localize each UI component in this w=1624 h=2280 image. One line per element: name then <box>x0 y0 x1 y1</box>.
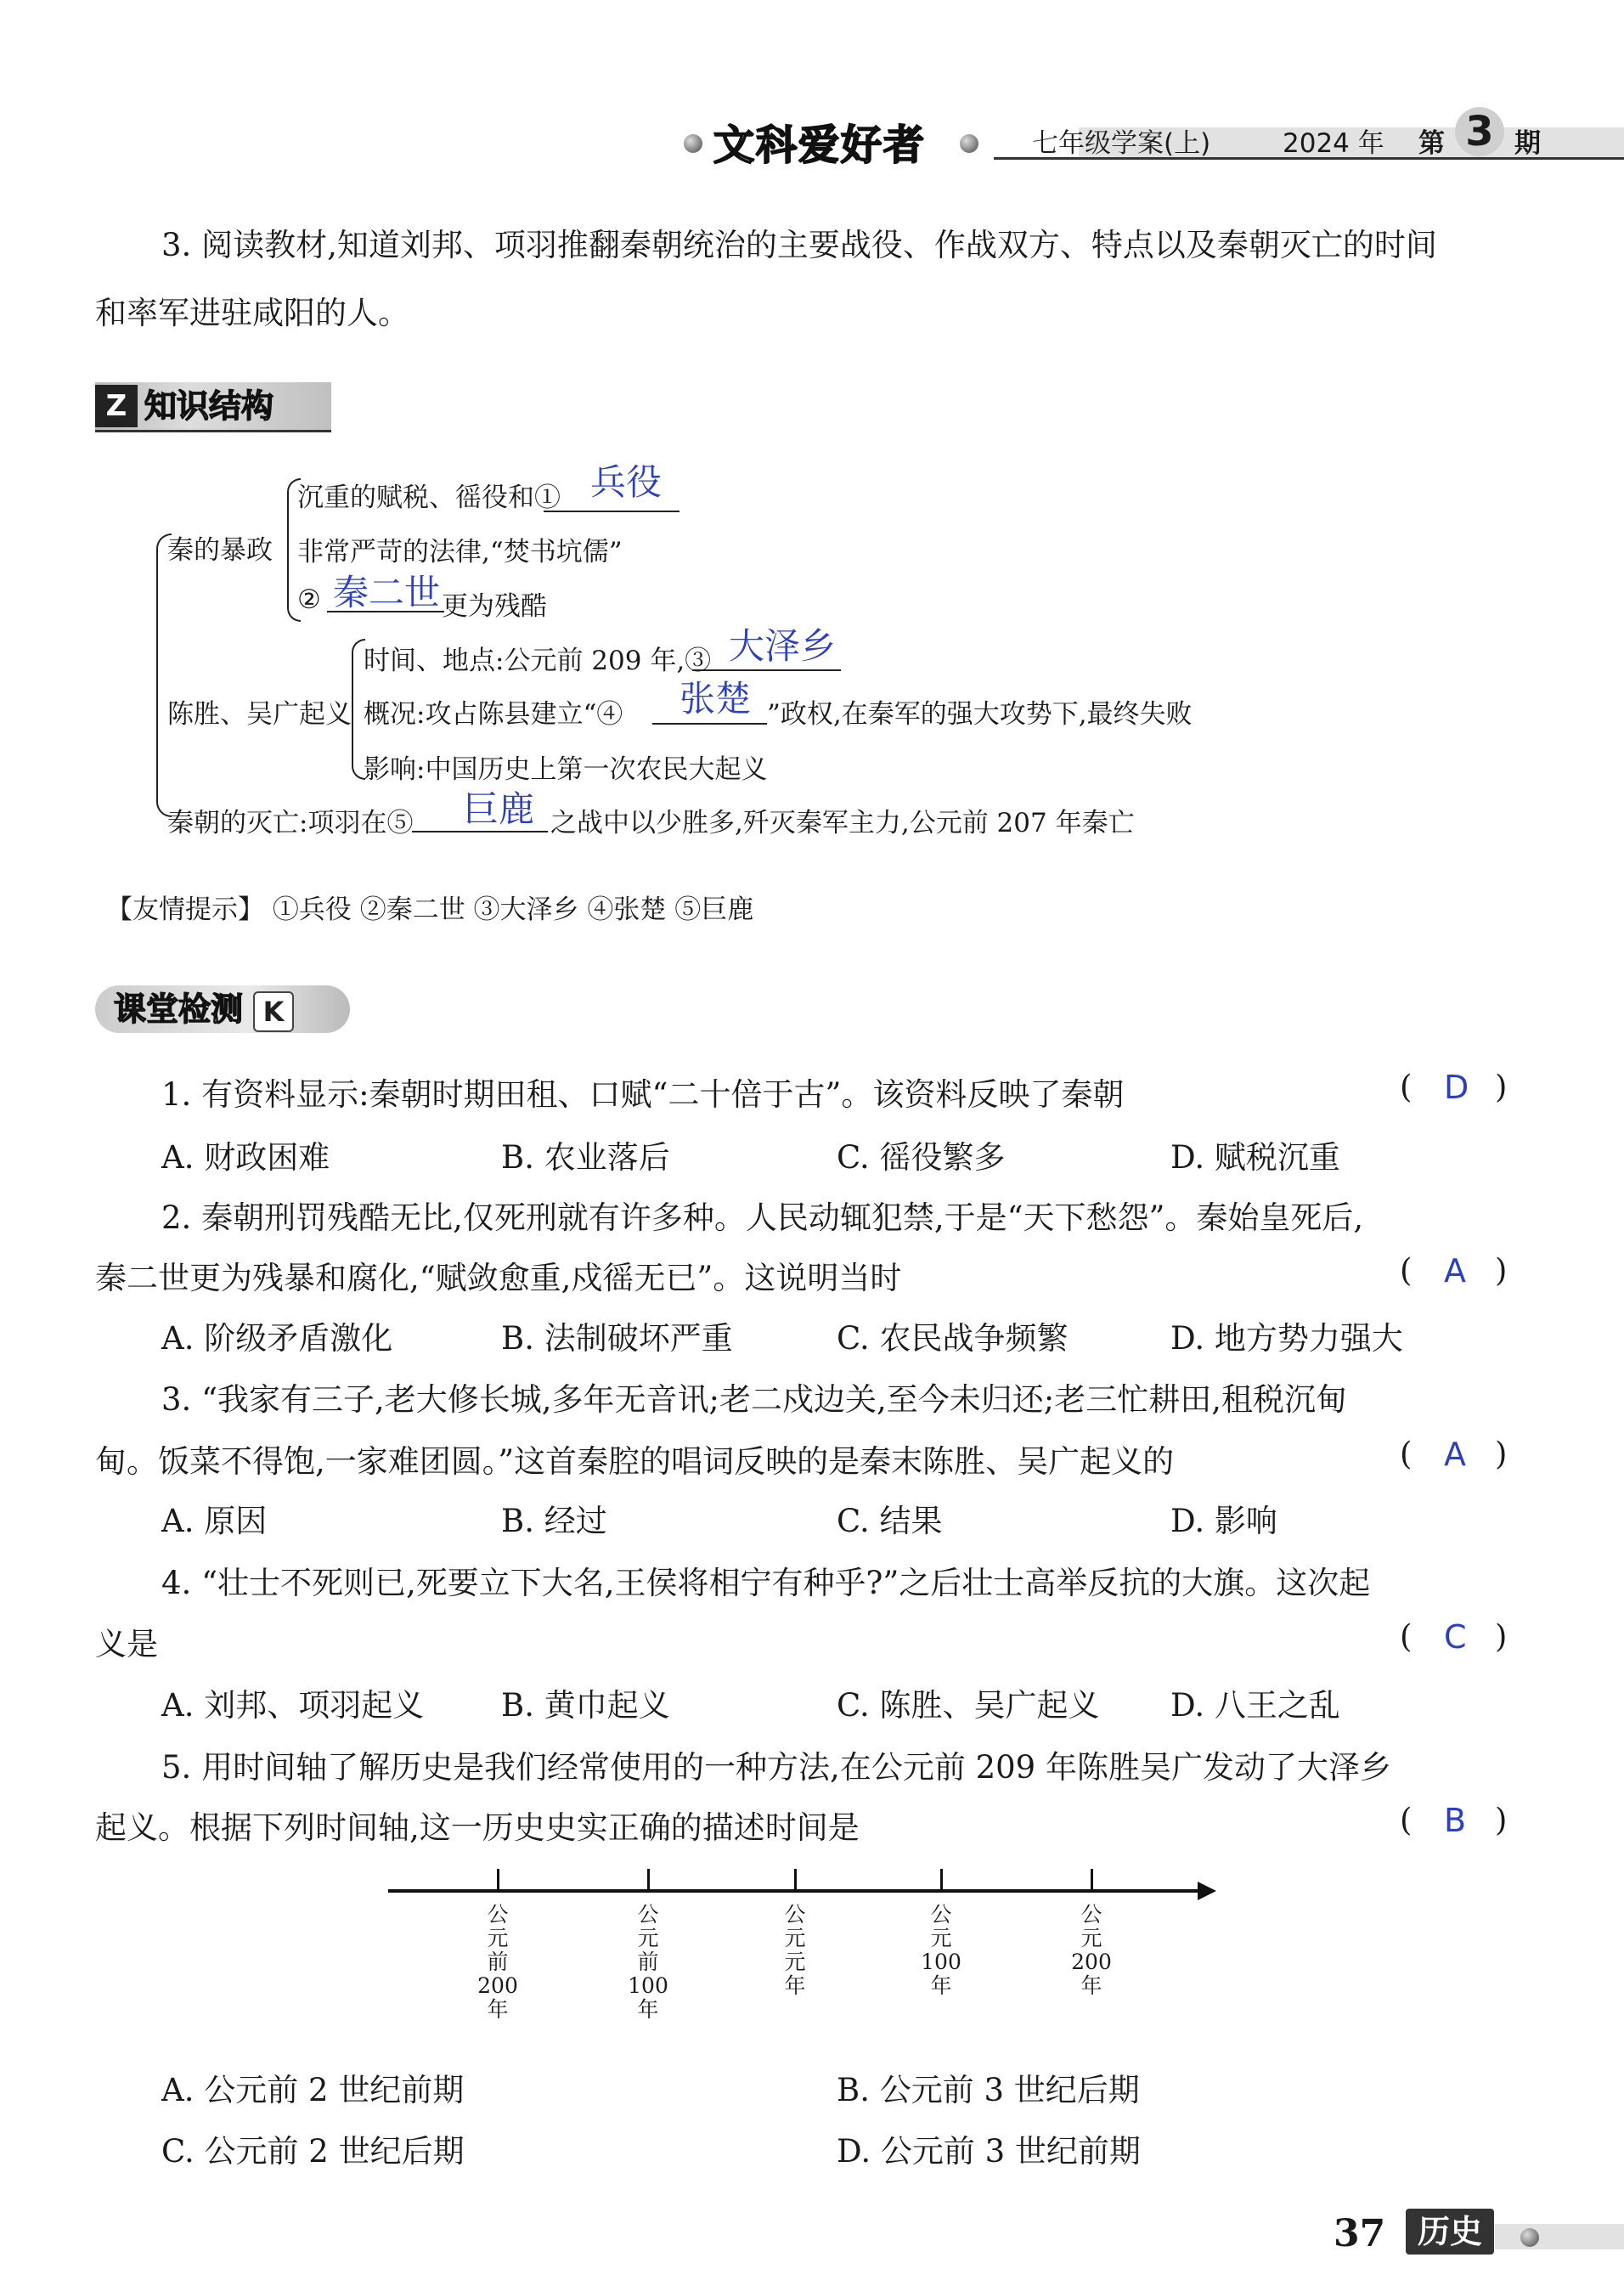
uprising-time-place: 时间、地点:公元前 209 年,③ <box>364 646 712 676</box>
outer-brace <box>156 533 172 817</box>
intro-line-1: 3. 阅读教材,知道刘邦、项羽推翻秦朝统治的主要战役、作战双方、特点以及秦朝灭亡的时间 <box>161 227 1437 263</box>
q4-option-a[interactable]: A. 刘邦、项羽起义 <box>161 1687 425 1724</box>
paren-open: ( <box>1400 1252 1413 1289</box>
q4-option-d[interactable]: D. 八王之乱 <box>1170 1687 1340 1724</box>
q5-option-c[interactable]: C. 公元前 2 世纪后期 <box>161 2133 465 2170</box>
answer-1: 兵役 <box>590 461 663 503</box>
question-2-stem-1: 2. 秦朝刑罚残酷无比,仅死刑就有许多种。人民动辄犯禁,于是“天下愁怨”。秦始皇死后, <box>161 1199 1364 1236</box>
q3-option-d[interactable]: D. 影响 <box>1170 1503 1277 1539</box>
timeline-tick <box>794 1869 797 1891</box>
answer-2: 秦二世 <box>333 572 441 613</box>
q5-option-b[interactable]: B. 公元前 3 世纪后期 <box>837 2072 1140 2108</box>
chen-wu-label: 陈胜、吴广起义 <box>167 699 352 730</box>
qin-tyranny-label: 秦的暴政 <box>167 535 273 566</box>
uprising-summary-prefix: 概况:攻占陈县建立“④ <box>364 699 623 730</box>
section-title: 知识结构 <box>144 387 274 425</box>
q3-option-c[interactable]: C. 结果 <box>837 1503 943 1539</box>
question-4-answer: C <box>1444 1618 1467 1656</box>
paren-close: ) <box>1495 1252 1508 1289</box>
question-1-answer: D <box>1444 1069 1469 1106</box>
answer-3: 大泽乡 <box>729 625 837 667</box>
question-4-stem-1: 4. “壮士不死则已,死要立下大名,王侯将相宁有种乎?”之后壮士高举反抗的大旗。这次起 <box>161 1565 1371 1601</box>
header-qi: 期 <box>1514 128 1541 159</box>
question-3-answer: A <box>1444 1436 1466 1473</box>
subject-badge: 历史 <box>1406 2209 1494 2255</box>
section-k-icon: K <box>253 991 294 1032</box>
blank-1 <box>544 511 679 512</box>
section-class-check <box>95 985 350 1033</box>
header-grade: 七年级学案(上) <box>1032 128 1211 159</box>
q2-option-b[interactable]: B. 法制破坏严重 <box>501 1320 733 1357</box>
blank-4 <box>652 723 767 725</box>
q2-option-d[interactable]: D. 地方势力强大 <box>1170 1320 1403 1357</box>
tyranny-item-3-suffix: 更为残酷 <box>442 591 547 622</box>
footer-dot <box>1520 2228 1539 2247</box>
q3-option-a[interactable]: A. 原因 <box>161 1503 268 1539</box>
section-knowledge-structure <box>95 382 331 432</box>
q5-option-a[interactable]: A. 公元前 2 世纪前期 <box>161 2072 465 2108</box>
page-number: 37 <box>1334 2212 1386 2255</box>
timeline-label-200bc: 公 元 前 200 年 <box>477 1902 518 2022</box>
q1-option-c[interactable]: C. 徭役繁多 <box>837 1139 1006 1176</box>
answer-4: 张楚 <box>679 678 752 720</box>
paren-open: ( <box>1400 1069 1413 1105</box>
timeline-arrow <box>1198 1882 1216 1900</box>
header-di: 第 <box>1418 128 1445 159</box>
paren-close: ) <box>1495 1618 1508 1655</box>
question-4-stem-2: 义是 <box>95 1626 158 1662</box>
paren-open: ( <box>1400 1802 1413 1838</box>
tyranny-item-2: 非常严苛的法律,“焚书坑儒” <box>297 537 623 567</box>
q4-option-c[interactable]: C. 陈胜、吴广起义 <box>837 1687 1100 1724</box>
question-5-answer: B <box>1444 1802 1467 1839</box>
blank-5 <box>412 831 548 832</box>
uprising-impact: 影响:中国历史上第一次农民大起义 <box>364 754 768 785</box>
timeline-label-100ad: 公 元 100 年 <box>921 1902 961 1998</box>
timeline-label-100bc: 公 元 前 100 年 <box>628 1902 668 2022</box>
friendly-hint: 【友情提示】 ①兵役 ②秦二世 ③大泽乡 ④张楚 ⑤巨鹿 <box>106 895 754 925</box>
question-3-stem-2: 甸。饭菜不得饱,一家难团圆。”这首秦腔的唱词反映的是秦末陈胜、吴广起义的 <box>95 1443 1175 1480</box>
header-dot-right <box>960 134 978 153</box>
timeline-tick <box>1091 1869 1093 1891</box>
question-2-answer: A <box>1444 1252 1466 1290</box>
question-2-stem-2: 秦二世更为残暴和腐化,“赋敛愈重,戍徭无已”。这说明当时 <box>95 1260 902 1296</box>
blank-2 <box>327 611 444 612</box>
timeline-label-year-1: 公 元 元 年 <box>784 1902 806 1998</box>
q4-option-b[interactable]: B. 黄巾起义 <box>501 1687 670 1724</box>
timeline-tick <box>497 1869 499 1891</box>
q5-option-d[interactable]: D. 公元前 3 世纪前期 <box>837 2133 1141 2170</box>
q1-option-a[interactable]: A. 财政困难 <box>161 1139 330 1176</box>
paren-close: ) <box>1495 1069 1508 1105</box>
section-title: 课堂检测 <box>114 990 244 1028</box>
tyranny-item-3-prefix: ② <box>297 584 321 615</box>
paren-close: ) <box>1495 1436 1508 1472</box>
qin-fall-prefix: 秦朝的灭亡:项羽在⑤ <box>167 808 414 838</box>
question-5-stem-2: 起义。根据下列时间轴,这一历史史实正确的描述时间是 <box>95 1809 860 1846</box>
issue-number: 3 <box>1455 107 1504 156</box>
timeline-label-200ad: 公 元 200 年 <box>1071 1902 1112 1998</box>
timeline-tick <box>647 1869 650 1891</box>
q1-option-b[interactable]: B. 农业落后 <box>501 1139 670 1176</box>
paren-open: ( <box>1400 1436 1413 1472</box>
header-year: 2024 年 <box>1283 128 1384 159</box>
question-3-stem-1: 3. “我家有三子,老大修长城,多年无音讯;老二戍边关,至今未归还;老三忙耕田,租税沉甸 <box>161 1381 1347 1418</box>
q2-option-a[interactable]: A. 阶级矛盾激化 <box>161 1320 393 1357</box>
footer-band <box>1495 2224 1624 2249</box>
paren-close: ) <box>1495 1802 1508 1838</box>
uprising-summary-suffix: ”政权,在秦军的强大攻势下,最终失败 <box>767 699 1193 730</box>
magazine-logo: 文科爱好者 <box>713 121 927 169</box>
q2-option-c[interactable]: C. 农民战争频繁 <box>837 1320 1069 1357</box>
header-dot-left <box>684 134 702 153</box>
qin-fall-suffix: 之战中以少胜多,歼灭秦军主力,公元前 207 年秦亡 <box>550 808 1135 838</box>
intro-line-2: 和率军进驻咸阳的人。 <box>95 295 409 331</box>
question-1-stem: 1. 有资料显示:秦朝时期田租、口赋“二十倍于古”。该资料反映了秦朝 <box>161 1076 1125 1113</box>
tyranny-item-1: 沉重的赋税、徭役和① <box>297 483 561 513</box>
question-5-stem-1: 5. 用时间轴了解历史是我们经常使用的一种方法,在公元前 209 年陈胜吴广发动了大泽乡 <box>161 1749 1391 1786</box>
answer-5: 巨鹿 <box>463 788 535 830</box>
paren-open: ( <box>1400 1618 1413 1655</box>
q1-option-d[interactable]: D. 赋税沉重 <box>1170 1139 1340 1176</box>
section-z-icon: Z <box>95 385 138 427</box>
q3-option-b[interactable]: B. 经过 <box>501 1503 607 1539</box>
timeline-tick <box>940 1869 943 1891</box>
